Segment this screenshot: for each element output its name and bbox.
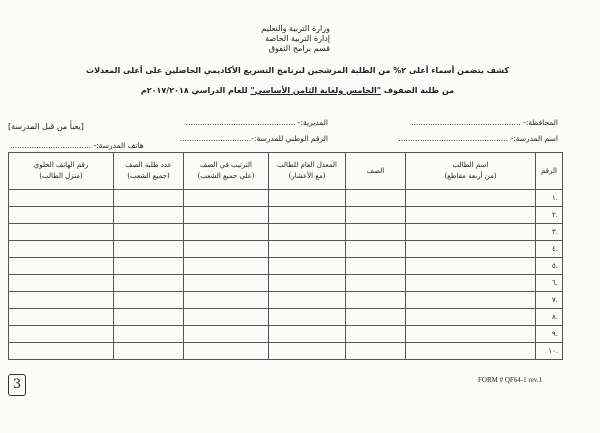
table-cell[interactable]: [269, 309, 346, 326]
table-row: [9, 224, 563, 241]
table-cell[interactable]: [269, 275, 346, 292]
title-line-1: كشف يتضمن أسماء أعلى ٢% من الطلبة المرشحين لبرنامج التسريع الأكاديمي الحاصلين على أعلى المعدلات: [86, 66, 509, 75]
column-header-title: المعدل العام للطالب: [277, 161, 337, 169]
column-header-subtitle: (منزل الطالب): [39, 172, 83, 180]
table-cell[interactable]: [346, 309, 406, 326]
table-cell[interactable]: [184, 207, 269, 224]
table-cell[interactable]: [406, 224, 536, 241]
section-name: قسم برامج التفوق: [268, 44, 330, 53]
table-cell[interactable]: [406, 309, 536, 326]
table-cell[interactable]: [114, 190, 184, 207]
table-cell[interactable]: [346, 224, 406, 241]
school-phone-field[interactable]: هاتف المدرسة:- ..................................: [10, 141, 144, 150]
table-cell[interactable]: [114, 207, 184, 224]
page-number: 3: [8, 374, 26, 396]
table-cell[interactable]: [406, 292, 536, 309]
column-header: [406, 153, 536, 190]
row-number: .٩: [536, 326, 563, 343]
row-number: .١: [536, 190, 563, 207]
table-cell[interactable]: [9, 207, 114, 224]
column-header-title: عدد طلبة الصف: [125, 161, 172, 169]
table-cell[interactable]: [184, 224, 269, 241]
table-cell[interactable]: [114, 241, 184, 258]
table-cell[interactable]: [269, 258, 346, 275]
row-number: .٣: [536, 224, 563, 241]
table-cell[interactable]: [184, 343, 269, 360]
table-cell[interactable]: [114, 224, 184, 241]
column-header-subtitle: (جميع الشعب): [127, 172, 170, 180]
table-row: [9, 190, 563, 207]
column-header: [184, 153, 269, 190]
table-cell[interactable]: [406, 326, 536, 343]
column-header-title: الصف: [366, 166, 385, 175]
table-cell[interactable]: [269, 326, 346, 343]
school-name-field[interactable]: اسم المدرسة:- ..............................................: [398, 134, 558, 143]
table-row: [9, 241, 563, 258]
table-cell[interactable]: [9, 224, 114, 241]
title-line-2: [20, 86, 575, 95]
table-row: [9, 309, 563, 326]
table-cell[interactable]: [184, 326, 269, 343]
letterhead: [240, 24, 330, 54]
table-cell[interactable]: [114, 292, 184, 309]
candidates-table: [8, 152, 563, 360]
column-header-title: رقم الهاتف الخلوي: [33, 161, 89, 169]
table-cell[interactable]: [346, 190, 406, 207]
table-cell[interactable]: [184, 241, 269, 258]
table-cell[interactable]: [346, 326, 406, 343]
column-header: [114, 153, 184, 190]
table-cell[interactable]: [346, 275, 406, 292]
form-code: FORM # QF64-1 rev.1: [478, 376, 543, 384]
table-cell[interactable]: [114, 326, 184, 343]
table-row: [9, 258, 563, 275]
table-cell[interactable]: [114, 275, 184, 292]
column-header-title: الرقم: [541, 166, 557, 175]
column-header-title: اسم الطالب: [452, 161, 489, 169]
table-cell[interactable]: [114, 309, 184, 326]
table-cell[interactable]: [9, 309, 114, 326]
table-cell[interactable]: [269, 292, 346, 309]
table-row: [9, 275, 563, 292]
table-row: [9, 207, 563, 224]
table-cell[interactable]: [114, 258, 184, 275]
table-cell[interactable]: [184, 190, 269, 207]
directorate-field[interactable]: المديرية:- ..............................................: [185, 118, 328, 127]
table-cell[interactable]: [184, 309, 269, 326]
table-cell[interactable]: [9, 326, 114, 343]
table-cell[interactable]: [346, 241, 406, 258]
ministry-name: وزارة التربية والتعليم: [261, 24, 330, 33]
column-header-subtitle: (مع الأعشار): [288, 172, 326, 180]
row-number: .٥: [536, 258, 563, 275]
table-cell[interactable]: [346, 207, 406, 224]
column-header: [536, 153, 563, 190]
title-grades: "الخامس ولغاية الثامن الأساسي": [250, 86, 381, 95]
column-header: [269, 153, 346, 190]
table-cell[interactable]: [406, 207, 536, 224]
table-cell[interactable]: [269, 241, 346, 258]
table-cell[interactable]: [184, 275, 269, 292]
row-number: .٢: [536, 207, 563, 224]
table-row: [9, 292, 563, 309]
table-cell[interactable]: [346, 258, 406, 275]
table-cell[interactable]: [406, 241, 536, 258]
table-cell[interactable]: [9, 241, 114, 258]
table-header-row: [9, 153, 563, 190]
column-header-subtitle: (على جميع الشعب): [197, 172, 255, 180]
table-cell[interactable]: [269, 224, 346, 241]
table-cell[interactable]: [184, 292, 269, 309]
national-number-field[interactable]: الرقم الوطني للمدرسة:-..............................: [179, 134, 328, 143]
table-cell[interactable]: [269, 190, 346, 207]
table-cell[interactable]: [346, 343, 406, 360]
table-cell[interactable]: [269, 207, 346, 224]
table-cell[interactable]: [184, 258, 269, 275]
row-number: .٦: [536, 275, 563, 292]
table-cell[interactable]: [406, 343, 536, 360]
column-header: [9, 153, 114, 190]
table-row: [9, 326, 563, 343]
table-cell[interactable]: [9, 190, 114, 207]
title-prefix: من طلبة الصفوف: [383, 86, 455, 95]
row-number: .١٠: [536, 343, 563, 360]
table-cell[interactable]: [9, 258, 114, 275]
table-row: [9, 343, 563, 360]
row-number: .٧: [536, 292, 563, 309]
governorate-field[interactable]: المحافظة:- ..............................................: [411, 118, 558, 127]
school-fill-note: [يعبأ من قبل المدرسة]: [8, 122, 84, 131]
table-cell[interactable]: [406, 258, 536, 275]
table-cell[interactable]: [9, 292, 114, 309]
table-cell[interactable]: [406, 190, 536, 207]
table-cell[interactable]: [406, 275, 536, 292]
column-header-title: الترتيب في الصف: [199, 161, 252, 169]
row-number: .٤: [536, 241, 563, 258]
department-name: إدارة التربية الخاصة: [265, 34, 330, 43]
column-header-subtitle: (من أربعة مقاطع): [444, 172, 497, 180]
table-cell[interactable]: [269, 343, 346, 360]
table-cell[interactable]: [9, 343, 114, 360]
table-cell[interactable]: [114, 343, 184, 360]
column-header: [346, 153, 406, 190]
table-cell[interactable]: [346, 292, 406, 309]
table-cell[interactable]: [9, 275, 114, 292]
row-number: .٨: [536, 309, 563, 326]
title-year: للعام الدراسي ٢٠١٧/٢٠١٨م: [140, 86, 248, 95]
